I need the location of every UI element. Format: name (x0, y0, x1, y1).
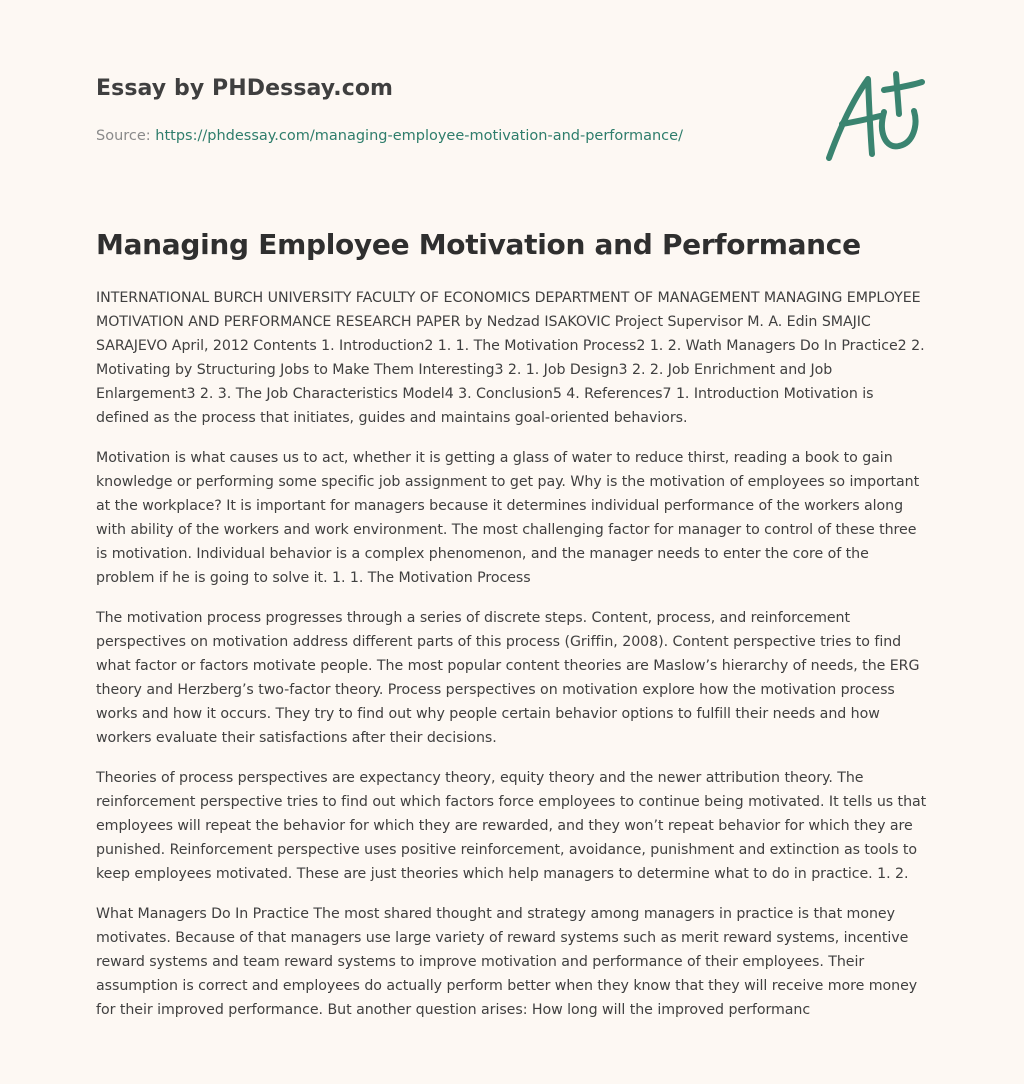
source-link[interactable]: https://phdessay.com/managing-employee-motivation-and-performance/ (155, 128, 683, 144)
a-plus-logo-icon (820, 66, 930, 166)
a-plus-logo-graphic (820, 66, 930, 166)
article-body (96, 286, 928, 1038)
article-paragraph: Theories of process perspectives are expectancy theory, equity theory and the newer attribution theory. The reinforcement perspective tries to find out which factors force employees to continue being motivated. It tells us that employees will repeat the behavior for which they are rewarded, and they won’t repeat behavior for which they are punished. Reinforcement perspective uses positive reinforcement, avoidance, punishment and extinction as tools to keep employees motivated. These are just theories which help managers to determine what to do in practice. 1. 2. (96, 770, 927, 882)
page-header (96, 72, 796, 146)
article-paragraph: INTERNATIONAL BURCH UNIVERSITY FACULTY OF ECONOMICS DEPARTMENT OF MANAGEMENT MANAGING EMPLOYEE MOTIVATION AND PERFORMANCE RESEARCH PAPER by Nedzad ISAKOVIC Project Supervisor M. A. Edin SMAJIC SARAJEVO April, 2012 Contents 1. Introduction2 1. 1. The Motivation Process2 1. 2. Wath Managers Do In Practice2 2. Motivating by Structuring Jobs to Make Them Interesting3 2. 1. Job Design3 2. 2. Job Enrichment and Job Enlargement3 2. 3. The Job Characteristics Model4 3. Conclusion5 4. References7 1. Introduction Motivation is defined as the process that initiates, guides and maintains goal-oriented behaviors. (96, 290, 925, 426)
article-paragraph: The motivation process progresses through a series of discrete steps. Content, process, and reinforcement perspectives on motivation address different parts of this process (Griffin, 2008). Content perspective tries to find what factor or factors motivate people. The most popular content theories are Maslow’s hierarchy of needs, the ERG theory and Herzberg’s two-factor theory. Process perspectives on motivation explore how the motivation process works and how it occurs. They try to find out why people certain behavior options to fulfill their needs and how workers evaluate their satisfactions after their decisions. (96, 610, 920, 746)
article-paragraph: Motivation is what causes us to act, whether it is getting a glass of water to reduce thirst, reading a book to gain knowledge or performing some specific job assignment to get pay. Why is the motivation of employees so important at the workplace? It is important for managers because it determines individual performance of the workers along with ability of the workers and work environment. The most challenging factor for manager to control of these three is motivation. Individual behavior is a complex phenomenon, and the manager needs to enter the core of the problem if he is going to solve it. 1. 1. The Motivation Process (96, 450, 920, 586)
article-paragraph: What Managers Do In Practice The most shared thought and strategy among managers in practice is that money motivates. Because of that managers use large variety of reward systems such as merit reward systems, incentive reward systems and team reward systems to improve motivation and performance of their employees. Their assumption is correct and employees do actually perform better when they know that they will receive more money for their improved performance. But another question arises: How long will the improved performanc (96, 906, 918, 1018)
article-title: Managing Employee Motivation and Performance (96, 228, 861, 261)
site-brand: Essay by PHDessay.com (96, 76, 394, 101)
source-label: Source: (96, 128, 151, 144)
source-line (96, 126, 796, 146)
